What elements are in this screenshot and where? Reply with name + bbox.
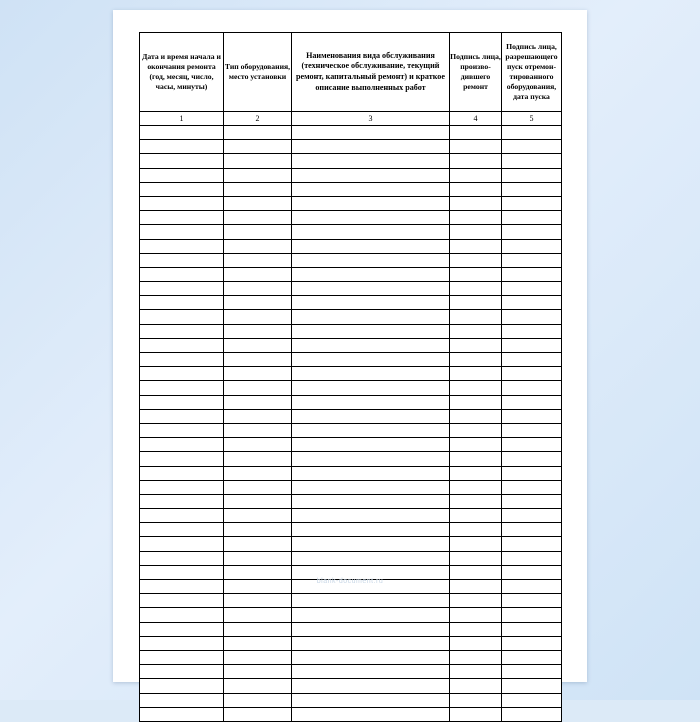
table-row[interactable]	[140, 154, 562, 168]
table-cell[interactable]	[292, 353, 450, 367]
table-cell[interactable]	[450, 154, 502, 168]
table-row[interactable]	[140, 466, 562, 480]
column-header-5: Подпись лица, разрешающего пуск отремонтированного оборудования, дата пуска	[502, 33, 562, 112]
table-row[interactable]	[140, 537, 562, 551]
table-cell[interactable]	[140, 693, 224, 707]
table-cell[interactable]	[140, 324, 224, 338]
table-cell[interactable]	[224, 381, 292, 395]
table-cell[interactable]	[450, 126, 502, 140]
table-cell[interactable]	[140, 395, 224, 409]
table-cell[interactable]	[292, 154, 450, 168]
table-cell[interactable]	[224, 438, 292, 452]
table-cell[interactable]	[292, 679, 450, 693]
table-cell[interactable]	[140, 622, 224, 636]
table-cell[interactable]	[140, 466, 224, 480]
table-cell[interactable]	[224, 239, 292, 253]
table-cell[interactable]	[292, 140, 450, 154]
table-cell[interactable]	[450, 494, 502, 508]
table-cell[interactable]	[224, 466, 292, 480]
table-row[interactable]	[140, 395, 562, 409]
table-row[interactable]	[140, 707, 562, 721]
table-cell[interactable]	[450, 707, 502, 721]
table-cell[interactable]	[450, 353, 502, 367]
table-cell[interactable]	[224, 480, 292, 494]
table-cell[interactable]	[502, 494, 562, 508]
table-cell[interactable]	[450, 140, 502, 154]
table-cell[interactable]	[450, 310, 502, 324]
table-cell[interactable]	[224, 608, 292, 622]
table-cell[interactable]	[450, 225, 502, 239]
table-cell[interactable]	[450, 168, 502, 182]
table-cell[interactable]	[450, 679, 502, 693]
column-number-row	[140, 112, 562, 126]
table-row[interactable]	[140, 140, 562, 154]
table-row[interactable]	[140, 594, 562, 608]
table-cell[interactable]	[450, 693, 502, 707]
table-cell[interactable]	[140, 636, 224, 650]
table-cell[interactable]	[224, 693, 292, 707]
table-cell[interactable]	[224, 636, 292, 650]
table-cell[interactable]	[450, 423, 502, 437]
table-cell[interactable]	[140, 494, 224, 508]
table-cell[interactable]	[224, 452, 292, 466]
table-cell[interactable]	[140, 452, 224, 466]
table-cell[interactable]	[292, 565, 450, 579]
table-cell[interactable]	[140, 423, 224, 437]
table-cell[interactable]	[140, 353, 224, 367]
table-cell[interactable]	[292, 466, 450, 480]
table-cell[interactable]	[450, 665, 502, 679]
table-cell[interactable]	[502, 225, 562, 239]
table-cell[interactable]	[140, 537, 224, 551]
table-cell[interactable]	[224, 126, 292, 140]
column-header-2: Тип оборудования, место установки	[224, 33, 292, 112]
table-cell[interactable]	[292, 636, 450, 650]
table-row[interactable]	[140, 253, 562, 267]
table-row[interactable]	[140, 608, 562, 622]
table-cell[interactable]	[224, 650, 292, 664]
table-row[interactable]	[140, 480, 562, 494]
table-row[interactable]	[140, 310, 562, 324]
table-cell[interactable]	[224, 324, 292, 338]
table-row[interactable]	[140, 211, 562, 225]
table-cell[interactable]	[140, 509, 224, 523]
table-cell[interactable]	[502, 466, 562, 480]
column-number-3: 3	[292, 112, 450, 126]
watermark: blank-document.ru	[316, 578, 384, 585]
table-cell[interactable]	[502, 523, 562, 537]
header-row	[140, 33, 562, 112]
table-cell[interactable]	[292, 665, 450, 679]
table-cell[interactable]	[450, 267, 502, 281]
table-cell[interactable]	[502, 367, 562, 381]
table-cell[interactable]	[140, 707, 224, 721]
table-cell[interactable]	[224, 168, 292, 182]
table-cell[interactable]	[140, 367, 224, 381]
table-cell[interactable]	[224, 622, 292, 636]
table-row[interactable]	[140, 225, 562, 239]
table-cell[interactable]	[224, 225, 292, 239]
table-cell[interactable]	[140, 282, 224, 296]
table-cell[interactable]	[140, 253, 224, 267]
column-header-3: Наименования вида обслуживания (техническое обслуживание, текущий ремонт, капитальный ремонт) и краткое описание выполненных работ	[292, 33, 450, 112]
table-cell[interactable]	[502, 423, 562, 437]
column-number-5: 5	[502, 112, 562, 126]
table-row[interactable]	[140, 381, 562, 395]
table-cell[interactable]	[224, 353, 292, 367]
table-cell[interactable]	[224, 395, 292, 409]
table-cell[interactable]	[224, 140, 292, 154]
table-row[interactable]	[140, 196, 562, 210]
table-cell[interactable]	[224, 267, 292, 281]
table-cell[interactable]	[292, 622, 450, 636]
table-cell[interactable]	[292, 480, 450, 494]
table-cell[interactable]	[450, 480, 502, 494]
table-cell[interactable]	[502, 126, 562, 140]
table-cell[interactable]	[140, 239, 224, 253]
table-cell[interactable]	[502, 196, 562, 210]
table-cell[interactable]	[450, 537, 502, 551]
table-cell[interactable]	[502, 324, 562, 338]
table-cell[interactable]	[224, 707, 292, 721]
table-cell[interactable]	[140, 211, 224, 225]
table-cell[interactable]	[140, 523, 224, 537]
table-cell[interactable]	[224, 154, 292, 168]
table-cell[interactable]	[292, 608, 450, 622]
table-cell[interactable]	[292, 196, 450, 210]
table-cell[interactable]	[292, 282, 450, 296]
table-cell[interactable]	[502, 267, 562, 281]
table-row[interactable]	[140, 353, 562, 367]
table-body	[140, 126, 562, 722]
table-cell[interactable]	[292, 338, 450, 352]
table-cell[interactable]	[292, 296, 450, 310]
table-cell[interactable]	[292, 310, 450, 324]
table-cell[interactable]	[450, 296, 502, 310]
table-cell[interactable]	[502, 338, 562, 352]
table-cell[interactable]	[224, 282, 292, 296]
table-row[interactable]	[140, 296, 562, 310]
table-cell[interactable]	[224, 409, 292, 423]
table-cell[interactable]	[502, 636, 562, 650]
table-cell[interactable]	[292, 409, 450, 423]
table-cell[interactable]	[224, 594, 292, 608]
table-row[interactable]	[140, 636, 562, 650]
table-cell[interactable]	[140, 267, 224, 281]
table-cell[interactable]	[450, 239, 502, 253]
table-cell[interactable]	[140, 565, 224, 579]
table-cell[interactable]	[292, 267, 450, 281]
table-cell[interactable]	[140, 182, 224, 196]
table-cell[interactable]	[502, 239, 562, 253]
table-cell[interactable]	[502, 310, 562, 324]
table-cell[interactable]	[502, 650, 562, 664]
table-row[interactable]	[140, 679, 562, 693]
table-cell[interactable]	[502, 154, 562, 168]
table-row[interactable]	[140, 438, 562, 452]
table-cell[interactable]	[450, 381, 502, 395]
table-cell[interactable]	[292, 239, 450, 253]
table-row[interactable]	[140, 423, 562, 437]
table-cell[interactable]	[502, 282, 562, 296]
table-row[interactable]	[140, 282, 562, 296]
table-row[interactable]	[140, 367, 562, 381]
table-row[interactable]	[140, 523, 562, 537]
table-cell[interactable]	[292, 423, 450, 437]
paper-sheet	[113, 10, 587, 682]
table-cell[interactable]	[224, 551, 292, 565]
table-row[interactable]	[140, 565, 562, 579]
table-row[interactable]	[140, 509, 562, 523]
table-cell[interactable]	[140, 580, 224, 594]
table-cell[interactable]	[502, 211, 562, 225]
table-cell[interactable]	[140, 679, 224, 693]
table-cell[interactable]	[140, 140, 224, 154]
table-cell[interactable]	[502, 381, 562, 395]
table-cell[interactable]	[224, 509, 292, 523]
table-cell[interactable]	[502, 679, 562, 693]
table-cell[interactable]	[224, 423, 292, 437]
table-row[interactable]	[140, 551, 562, 565]
table-cell[interactable]	[140, 126, 224, 140]
table-cell[interactable]	[502, 353, 562, 367]
table-cell[interactable]	[292, 438, 450, 452]
table-cell[interactable]	[224, 338, 292, 352]
table-cell[interactable]	[224, 367, 292, 381]
table-cell[interactable]	[224, 679, 292, 693]
table-cell[interactable]	[224, 310, 292, 324]
table-row[interactable]	[140, 693, 562, 707]
table-cell[interactable]	[140, 551, 224, 565]
table-cell[interactable]	[502, 395, 562, 409]
table-cell[interactable]	[140, 409, 224, 423]
table-cell[interactable]	[292, 395, 450, 409]
table-cell[interactable]	[292, 324, 450, 338]
table-cell[interactable]	[292, 253, 450, 267]
table-cell[interactable]	[502, 707, 562, 721]
table-cell[interactable]	[140, 296, 224, 310]
table-cell[interactable]	[140, 381, 224, 395]
table-cell[interactable]	[450, 594, 502, 608]
column-header-1: Дата и время начала и окончания ремонта (год, месяц, число, часы, минуты)	[140, 33, 224, 112]
table-cell[interactable]	[224, 580, 292, 594]
table-cell[interactable]	[292, 367, 450, 381]
table-cell[interactable]	[292, 523, 450, 537]
table-cell[interactable]	[140, 594, 224, 608]
table-cell[interactable]	[292, 452, 450, 466]
table-cell[interactable]	[224, 565, 292, 579]
table-cell[interactable]	[502, 182, 562, 196]
table-row[interactable]	[140, 239, 562, 253]
table-cell[interactable]	[502, 509, 562, 523]
table-cell[interactable]	[502, 565, 562, 579]
table-cell[interactable]	[140, 438, 224, 452]
table-cell[interactable]	[450, 650, 502, 664]
table-cell[interactable]	[292, 594, 450, 608]
table-cell[interactable]	[450, 338, 502, 352]
table-row[interactable]	[140, 182, 562, 196]
table-cell[interactable]	[450, 395, 502, 409]
table-cell[interactable]	[502, 253, 562, 267]
table-row[interactable]	[140, 650, 562, 664]
table-cell[interactable]	[502, 168, 562, 182]
table-cell[interactable]	[140, 650, 224, 664]
table-cell[interactable]	[502, 594, 562, 608]
table-cell[interactable]	[502, 452, 562, 466]
journal-table-container	[139, 32, 561, 722]
table-cell[interactable]	[502, 665, 562, 679]
table-cell[interactable]	[450, 182, 502, 196]
table-cell[interactable]	[450, 509, 502, 523]
table-head	[140, 33, 562, 126]
table-cell[interactable]	[450, 580, 502, 594]
table-cell[interactable]	[450, 636, 502, 650]
table-cell[interactable]	[502, 608, 562, 622]
table-row[interactable]	[140, 494, 562, 508]
table-cell[interactable]	[502, 551, 562, 565]
table-cell[interactable]	[450, 211, 502, 225]
table-cell[interactable]	[140, 608, 224, 622]
table-row[interactable]	[140, 126, 562, 140]
table-cell[interactable]	[224, 537, 292, 551]
table-cell[interactable]	[450, 253, 502, 267]
table-cell[interactable]	[292, 551, 450, 565]
table-cell[interactable]	[450, 438, 502, 452]
table-cell[interactable]	[450, 622, 502, 636]
table-cell[interactable]	[292, 580, 450, 594]
table-cell[interactable]	[292, 211, 450, 225]
column-number-2: 2	[224, 112, 292, 126]
table-cell[interactable]	[224, 211, 292, 225]
table-cell[interactable]	[502, 409, 562, 423]
table-cell[interactable]	[292, 537, 450, 551]
table-cell[interactable]	[502, 622, 562, 636]
table-cell[interactable]	[292, 225, 450, 239]
table-cell[interactable]	[224, 196, 292, 210]
table-cell[interactable]	[450, 324, 502, 338]
table-cell[interactable]	[224, 296, 292, 310]
table-cell[interactable]	[224, 665, 292, 679]
table-cell[interactable]	[292, 494, 450, 508]
table-cell[interactable]	[140, 480, 224, 494]
table-cell[interactable]	[450, 466, 502, 480]
table-cell[interactable]	[140, 665, 224, 679]
column-number-4: 4	[450, 112, 502, 126]
table-cell[interactable]	[450, 452, 502, 466]
table-cell[interactable]	[502, 480, 562, 494]
table-cell[interactable]	[502, 438, 562, 452]
table-cell[interactable]	[450, 196, 502, 210]
table-cell[interactable]	[450, 282, 502, 296]
table-cell[interactable]	[140, 168, 224, 182]
table-cell[interactable]	[224, 523, 292, 537]
table-cell[interactable]	[140, 225, 224, 239]
table-cell[interactable]	[450, 551, 502, 565]
table-cell[interactable]	[140, 196, 224, 210]
table-row[interactable]	[140, 338, 562, 352]
column-number-1: 1	[140, 112, 224, 126]
table-cell[interactable]	[450, 367, 502, 381]
table-cell[interactable]	[450, 409, 502, 423]
column-header-4: Подпись лица, производившего ремонт	[450, 33, 502, 112]
journal-table	[139, 32, 562, 722]
table-cell[interactable]	[224, 182, 292, 196]
table-cell[interactable]	[502, 537, 562, 551]
table-cell[interactable]	[292, 168, 450, 182]
table-cell[interactable]	[502, 693, 562, 707]
table-cell[interactable]	[502, 580, 562, 594]
table-row[interactable]	[140, 622, 562, 636]
table-cell[interactable]	[292, 693, 450, 707]
table-row[interactable]	[140, 665, 562, 679]
table-cell[interactable]	[450, 523, 502, 537]
table-cell[interactable]	[292, 126, 450, 140]
table-cell[interactable]	[140, 338, 224, 352]
table-cell[interactable]	[224, 494, 292, 508]
table-cell[interactable]	[450, 565, 502, 579]
table-cell[interactable]	[292, 182, 450, 196]
table-cell[interactable]	[224, 253, 292, 267]
table-cell[interactable]	[292, 509, 450, 523]
table-cell[interactable]	[140, 310, 224, 324]
table-row[interactable]	[140, 409, 562, 423]
table-cell[interactable]	[450, 608, 502, 622]
table-row[interactable]	[140, 580, 562, 594]
table-row[interactable]	[140, 168, 562, 182]
table-cell[interactable]	[292, 381, 450, 395]
table-cell[interactable]	[292, 707, 450, 721]
table-cell[interactable]	[292, 650, 450, 664]
table-row[interactable]	[140, 267, 562, 281]
table-row[interactable]	[140, 324, 562, 338]
table-row[interactable]	[140, 452, 562, 466]
table-cell[interactable]	[502, 140, 562, 154]
table-cell[interactable]	[140, 154, 224, 168]
table-cell[interactable]	[502, 296, 562, 310]
